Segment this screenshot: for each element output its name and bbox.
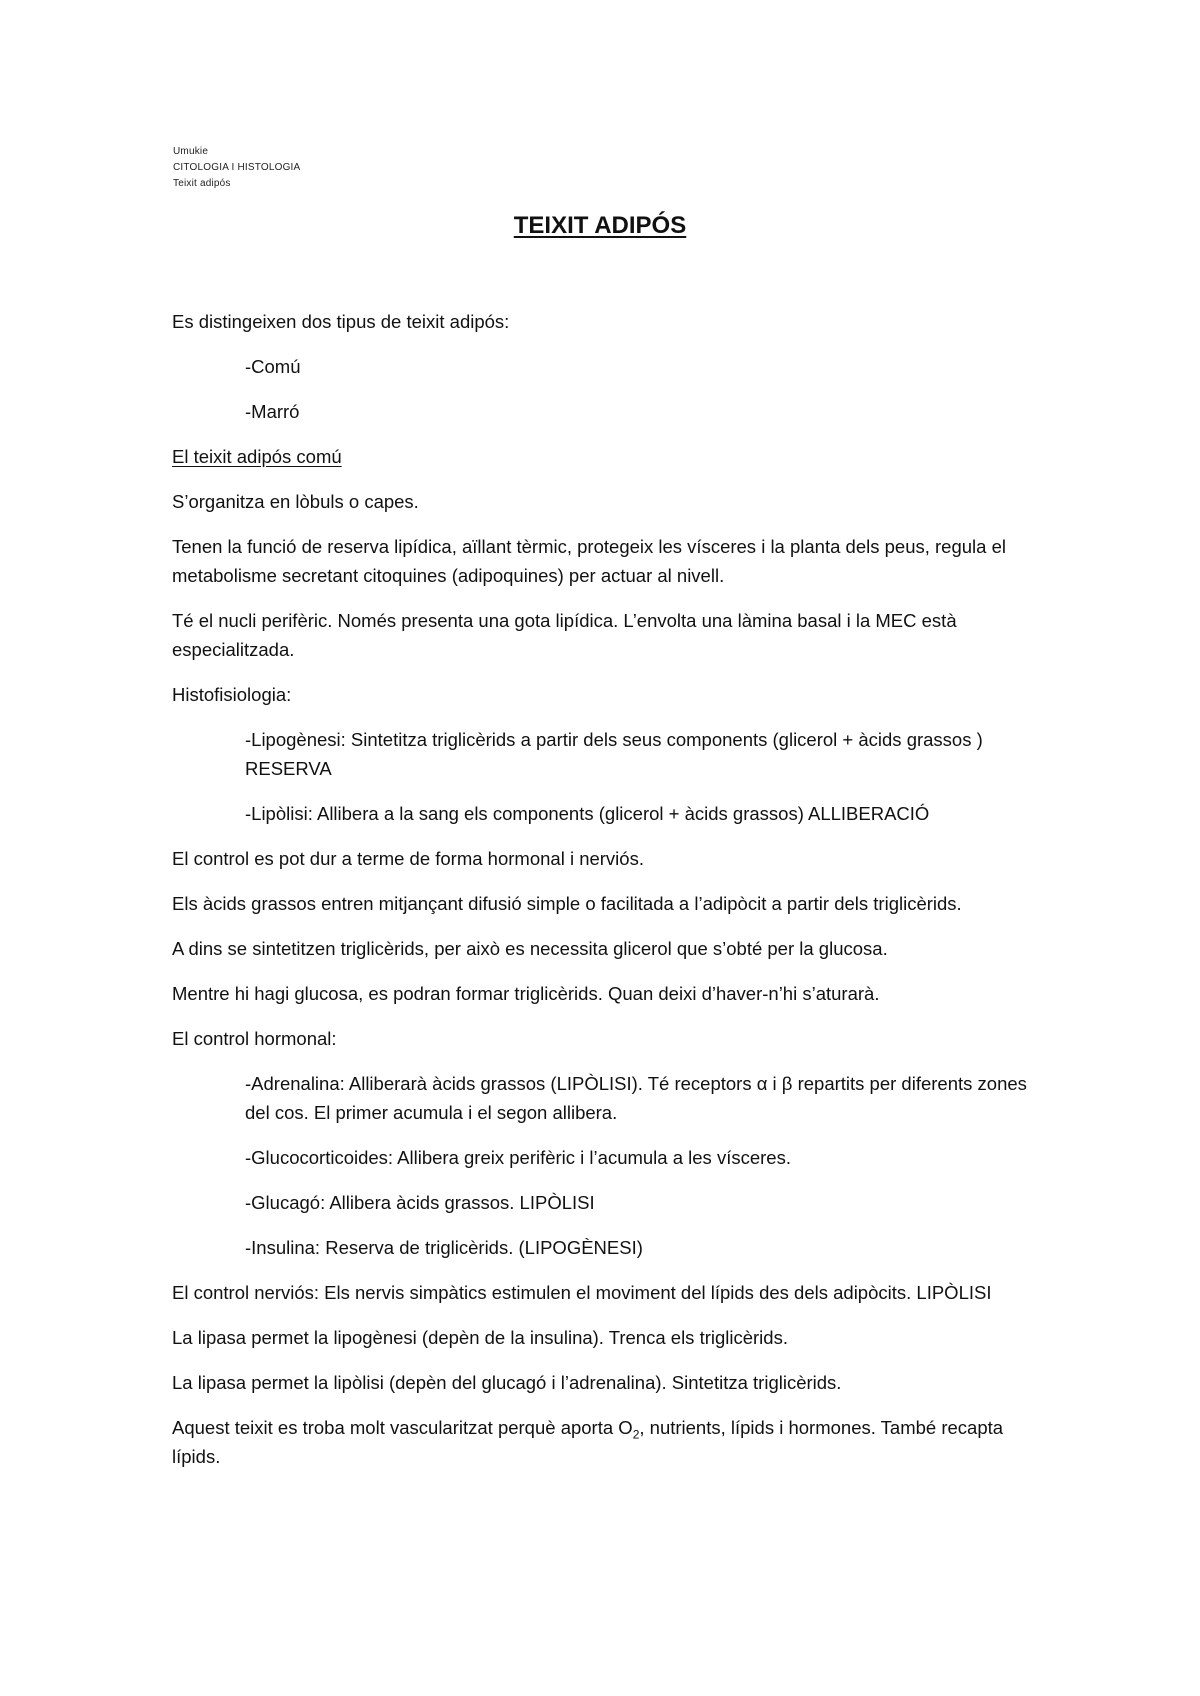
list-item-marro: -Marró <box>245 401 300 422</box>
paragraph-nucli: Té el nucli perifèric. Només presenta una gota lipídica. L’envolta una làmina basal i la MEC està especialitzada. <box>172 610 957 660</box>
paragraph-dins: A dins se sintetitzen triglicèrids, per això es necessita glicerol que s’obté per la glucosa. <box>172 938 888 959</box>
vascularitzat-text-end: , nutrients, lípids i hormones. També recapta lípids. <box>172 1417 1004 1467</box>
paragraph-organitza: S’organitza en lòbuls o capes. <box>172 491 419 512</box>
document-header <box>173 144 300 192</box>
list-item-adrenalina: -Adrenalina: Alliberarà àcids grassos (LIPÒLISI). Té receptors α i β repartits per diferents zones del cos. El primer acumula i el segon allibera. <box>245 1073 1027 1123</box>
vascularitzat-text-start: Aquest teixit es troba molt vascularitzat perquè aporta O <box>172 1417 633 1438</box>
paragraph-vascularitzat <box>172 1413 1042 1471</box>
paragraph-lipasa-lipolisi: La lipasa permet la lipòlisi (depèn del glucagó i l’adrenalina). Sintetitza triglicèrids. <box>172 1372 842 1393</box>
paragraph-glucosa: Mentre hi hagi glucosa, es podran formar triglicèrids. Quan deixi d’haver-n’hi s’aturarà. <box>172 983 880 1004</box>
list-item-insulina: -Insulina: Reserva de triglicèrids. (LIPOGÈNESI) <box>245 1237 643 1258</box>
list-item-lipolisi: -Lipòlisi: Allibera a la sang els components (glicerol + àcids grassos) ALLIBERACIÓ <box>245 803 930 824</box>
list-item-comu: -Comú <box>245 356 301 377</box>
page-title: TEIXIT ADIPÓS <box>513 212 687 239</box>
oxygen-subscript: 2 <box>632 1427 640 1442</box>
list-item-glucocorticoides: -Glucocorticoides: Allibera greix perifèric i l’acumula a les vísceres. <box>245 1147 791 1168</box>
paragraph-intro: Es distingeixen dos tipus de teixit adipós: <box>172 311 510 332</box>
paragraph-acids-grassos: Els àcids grassos entren mitjançant difusió simple o facilitada a l’adipòcit a partir dels triglicèrids. <box>172 893 962 914</box>
paragraph-lipasa-lipogenesi: La lipasa permet la lipogènesi (depèn de la insulina). Trenca els triglicèrids. <box>172 1327 788 1348</box>
paragraph-funcio: Tenen la funció de reserva lipídica, aïllant tèrmic, protegeix les vísceres i la planta dels peus, regula el metabolisme secretant citoquines (adipoquines) per actuar al nivell. <box>172 536 1006 586</box>
section-heading-teixit-comu: El teixit adipós comú <box>172 446 342 467</box>
header-topic: Teixit adipós <box>173 178 231 189</box>
header-subject: CITOLOGIA I HISTOLOGIA <box>173 162 301 173</box>
paragraph-histofisiologia: Histofisiologia: <box>172 684 292 705</box>
header-author: Umukie <box>173 146 209 157</box>
list-item-glucago: -Glucagó: Allibera àcids grassos. LIPÒLISI <box>245 1192 595 1213</box>
document-body <box>172 307 1042 1487</box>
list-item-lipogenesi: -Lipogènesi: Sintetitza triglicèrids a partir dels seus components (glicerol + àcids grassos ) RESERVA <box>245 729 983 779</box>
paragraph-control-nervios: El control nerviós: Els nervis simpàtics estimulen el moviment del lípids des dels adipòcits. LIPÒLISI <box>172 1282 992 1303</box>
paragraph-control: El control es pot dur a terme de forma hormonal i nerviós. <box>172 848 644 869</box>
paragraph-control-hormonal: El control hormonal: <box>172 1028 337 1049</box>
